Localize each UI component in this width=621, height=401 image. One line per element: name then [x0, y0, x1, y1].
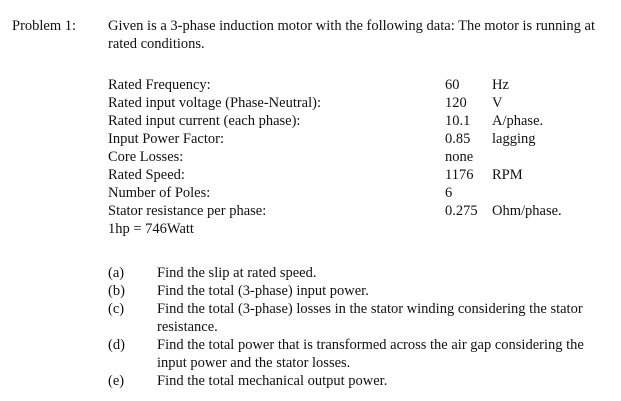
data-value: 120: [445, 95, 467, 111]
data-value: 6: [445, 185, 453, 201]
problem-intro: Given is a 3-phase induction motor with the following data: The motor is running at rated conditions.: [108, 18, 596, 52]
data-value: 0.85: [445, 131, 471, 147]
data-unit: lagging: [492, 131, 536, 147]
problem-label: Problem 1:: [12, 18, 77, 34]
question-text: Find the total power that is transformed across the air gap considering the input power and the stator losses.: [157, 337, 584, 371]
data-unit: Ohm/phase.: [492, 203, 562, 219]
question-item: [108, 336, 607, 372]
data-unit: A/phase.: [492, 113, 544, 129]
question-text: Find the total (3-phase) input power.: [157, 283, 369, 299]
data-value: 60: [445, 77, 460, 93]
question-item: [108, 372, 607, 390]
question-letter: (d): [108, 337, 125, 353]
data-label: Core Losses:: [108, 149, 184, 165]
data-label: 1hp = 746Watt: [108, 221, 194, 237]
question-text: Find the total (3-phase) losses in the stator winding considering the stator resistance.: [157, 301, 583, 335]
question-list: [108, 264, 607, 390]
question-text: Find the total mechanical output power.: [157, 373, 388, 389]
question-letter: (b): [108, 283, 125, 299]
data-label: Rated input current (each phase):: [108, 113, 301, 129]
data-value: 0.275: [445, 203, 478, 219]
data-value: 1176: [445, 167, 474, 183]
question-item: [108, 282, 607, 300]
data-label: Number of Poles:: [108, 185, 211, 201]
data-label: Rated input voltage (Phase-Neutral):: [108, 95, 322, 111]
question-text: Find the slip at rated speed.: [157, 265, 317, 281]
data-label: Stator resistance per phase:: [108, 203, 267, 219]
question-letter: (a): [108, 265, 125, 281]
question-letter: (e): [108, 373, 125, 389]
data-unit: RPM: [492, 167, 523, 183]
question-letter: (c): [108, 301, 125, 317]
data-label: Rated Speed:: [108, 167, 185, 183]
question-item: [108, 300, 607, 336]
question-item: [108, 264, 607, 282]
data-value: none: [445, 149, 474, 165]
data-label: Input Power Factor:: [108, 131, 224, 147]
data-unit: V: [492, 95, 503, 111]
data-unit: Hz: [492, 77, 509, 93]
data-label: Rated Frequency:: [108, 77, 211, 93]
data-value: 10.1: [445, 113, 471, 129]
